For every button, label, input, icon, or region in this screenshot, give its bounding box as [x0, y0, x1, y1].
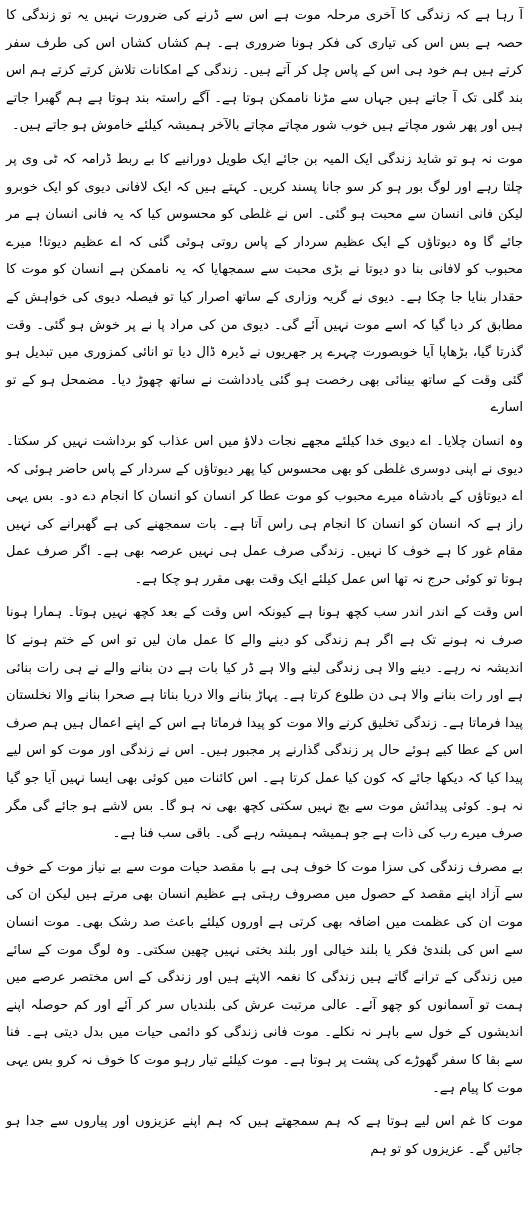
paragraph-3: وہ انسان چلایا۔ اے دیوی خدا کیلئے مجھے نجات دلاؤ میں اس عذاب کو برداشت نہیں کر سکتا۔ دیوی نے اپنی دوسری غلطی کو بھی محسوس کیا پھر دیوتاؤں کے سردار کے پاس حاضر ہوئی کہ اے دیوتاؤں کے بادشاہ میرے محبوب کو موت عطا کر انسان کو انسان کا انجام دے دو۔ بس یہی راز ہے کہ انسان کو انسان کا انجام ہی راس آتا ہے۔ بات سمجھنے کی ہے گھبرانے کی نہیں مقام غور کا ہے خوف کا نہیں۔ زندگی صرف عمل ہی نہیں عرصہ بھی ہے۔ اگر صرف عمل ہوتا تو کوئی حرج نہ تھا اس عمل کیلئے ایک وقت بھی مقرر ہو چکا ہے۔ [6, 433, 523, 587]
paragraph-5: بے مصرف زندگی کی سزا موت کا خوف ہی ہے با مقصد حیات موت سے بے نیاز موت کے خوف سے آزاد اپنے مقصد کے حصول میں مصروف رہتی ہے عظیم انسان بھی مرتے ہیں لیکن ان کی موت ان کی عظمت میں اضافہ بھی کرتی ہے اوروں کیلئے باعث صد رشک بھی۔ موت انسان سے اس کی بلندئ فکر یا بلند خیالی اور بلند بختی نہیں چھین سکتی۔ وہ لوگ موت کے سائے میں زندگی کے ترانے گاتے ہیں زندگی کا نغمہ الاپتے ہیں اور زندگی کے اس مختصر عرصے میں ہمت تو آسمانوں کو چھو آئے۔ عالی مرتبت عرش کی بلندیاں سر کر آئے اور کم حوصلہ اپنے اندیشوں کے خول سے باہر نہ نکلے۔ موت فانی زندگی کو دائمی حیات میں بدل دیتی ہے۔ فنا سے بقا کا سفر گھوڑے کی پشت پر ہوتا ہے۔ موت کیلئے تیار رہو موت کا خوف نہ کرو بس یہی موت کا پیام ہے۔ [6, 859, 523, 1096]
paragraph-4: اس وقت کے اندر اندر سب کچھ ہونا ہے کیونکہ اس وقت کے بعد کچھ نہیں ہوتا۔ ہمارا ہونا صرف نہ ہونے تک ہے اگر ہم زندگی کو دینے والے کا عمل مان لیں تو اس کے ختم ہونے کا اندیشہ نہ رہے۔ دینے والا ہی زندگی لینے والا ہے ڈر کیا بات ہے دن بنانے والے نے ہی رات بنائی ہے اور رات بنانے والا ہی دن طلوع کرتا ہے۔ پہاڑ بنانے والا دریا بناتا ہے صحرا بنانے والا نخلستان پیدا فرماتا ہے۔ زندگی تخلیق کرنے والا موت کو پیدا فرماتا ہے اس کے اپنے اعمال ہیں ہم صرف اس کے عطا کیے ہوئے حال پر زندگی گذارنے پر مجبور ہیں۔ اس نے زندگی اور موت کو اس لیے پیدا کیا کہ دیکھا جائے کہ کون کیا عمل کرتا ہے۔ اس کائنات میں کوئی بھی ایسا نہیں آیا جو گیا نہ ہو۔ کوئی پیدائش موت سے بچ نہیں سکتی کچھ بھی نہ ہو گا۔ بس لاشے ہو جائے گی مگر صرف میرے رب کی ذات ہے جو ہمیشہ ہمیشہ رہے گی۔ باقی سب فنا ہے۔ [6, 605, 523, 842]
paragraph-1: آ رہا ہے کہ زندگی کا آخری مرحلہ موت ہے اس سے ڈرنے کی ضرورت نہیں یہ تو زندگی کا حصہ ہے بس اس کی تیاری کی فکر ہونا ضروری ہے۔ ہم کشاں کشاں اس کی طرف سفر کرتے ہیں ہم خود ہی اس کے پاس چل کر آتے ہیں۔ زندگی کے امکانات تلاش کرتے کرتے ہم اس بند گلی تک آ جاتے ہیں جہاں سے مڑنا ناممکن ہوتا ہے۔ آگے راستہ بند ہوتا ہے ہم گھبرا جاتے ہیں اور پھر شور مچاتے ہیں خوب شور مچاتے مچاتے بالآخر ہمیشہ کیلئے خاموش ہو جاتے ہیں۔ [6, 8, 523, 134]
paragraph-6: موت کا غم اس لیے ہوتا ہے کہ ہم سمجھتے ہیں کہ ہم اپنے عزیزوں اور پیاروں سے جدا ہو جائیں گے۔ عزیزوں کو تو ہم [6, 1114, 523, 1157]
paragraph-2: موت نہ ہو تو شاید زندگی ایک المیہ بن جائے ایک طویل دورانیے کا بے ربط ڈرامہ کہ ٹی وی پر چلتا رہے اور لوگ بور ہو کر سو جانا پسند کریں۔ کہتے ہیں کہ ایک لافانی دیوی کو ایک خوبرو لیکن فانی انسان سے محبت ہو گئی۔ اس نے غلطی کو محسوس کیا کہ یہ فانی انسان ہے مر جائے گا وہ دیوتاؤں کے ایک عظیم سردار کے پاس روتی ہوئی گئی کہ اے عظیم دیوتا! میرے محبوب کو لافانی بنا دو دیوتا نے بڑی محبت سے سمجھایا کہ یہ ناممکن ہے انسان کو موت کا حقدار بنایا جا چکا ہے۔ دیوی نے گریہ وزاری کے ساتھ اصرار کیا تو فیصلہ دیوی کی خواہش کے مطابق کر دیا گیا کہ اسے موت نہیں آئے گی۔ دیوی من کی مراد پا نے پر خوش ہو گئی۔ وقت گذرتا گیا، بڑھاپا آیا خوبصورت چہرے پر جھریوں نے ڈیرہ ڈال دیا تو انائی کمزوری میں تبدیل ہو گئی وقت کے ساتھ بینائی بھی رخصت ہو گئی یادداشت نے ساتھ چھوڑ دیا۔ مضمحل ہو کے تو اسارے [6, 151, 523, 416]
